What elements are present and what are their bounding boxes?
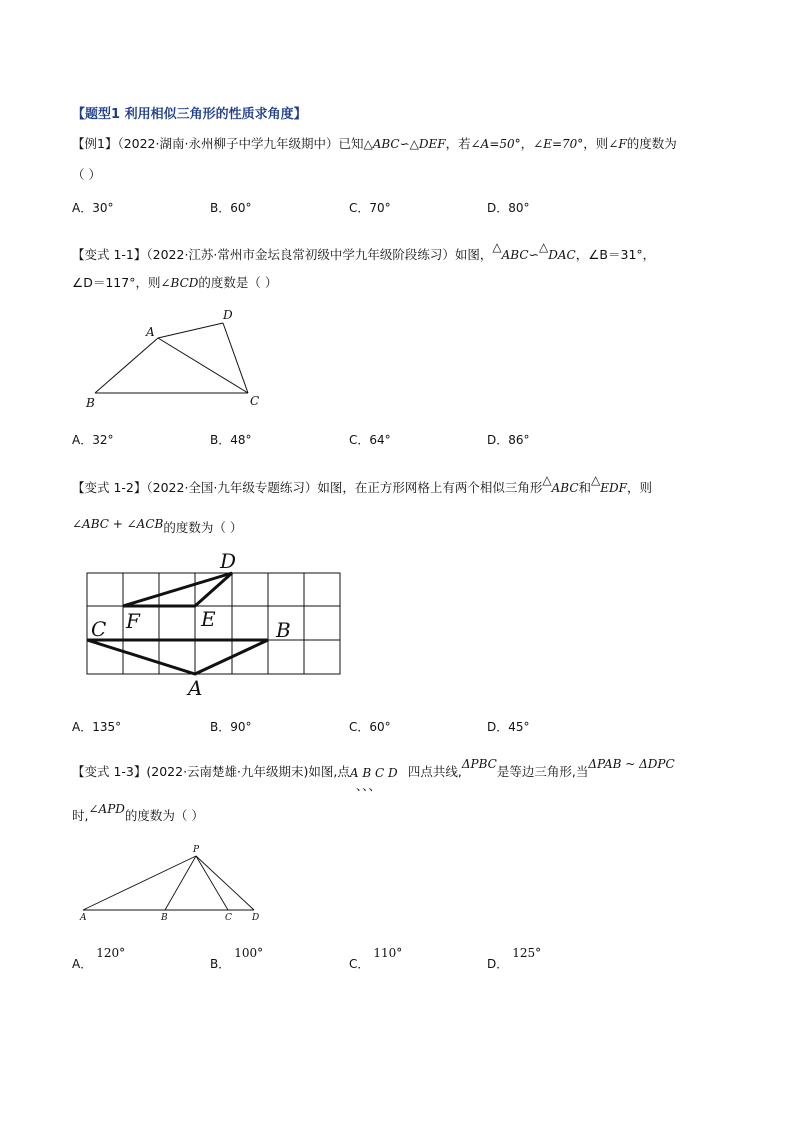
q4-text: 时,	[72, 808, 89, 823]
q2-prefix: 【变式 1-1】（2022·江苏·常州市金坛良常初级中学九年级阶段练习）如图，	[72, 247, 493, 262]
triangle-icon: △	[539, 240, 549, 254]
q3-option-d: D．45°	[487, 720, 530, 734]
q1-angle-a: ∠A=50°	[470, 137, 521, 151]
q1-text: ，	[520, 136, 534, 151]
q4-text: 的度数为（ ）	[124, 808, 204, 823]
label-f: F	[126, 609, 140, 633]
triangle-edf	[123, 573, 232, 606]
q3-option-a: A．135°	[72, 720, 122, 734]
label-b: B	[86, 396, 95, 410]
segment-dc	[223, 323, 248, 393]
q1-text: ，则	[583, 136, 609, 151]
q4-sim: ΔPAB ~ ΔDPC	[588, 757, 675, 771]
q1-line1	[72, 134, 677, 152]
q2-option-b: B．48°	[210, 433, 252, 447]
q2-tri2: DAC	[548, 248, 576, 262]
q4-text: 四点共线,	[407, 764, 462, 779]
segment-ad	[158, 323, 223, 338]
q4-option-b: B．100°	[210, 946, 264, 971]
label-b: B	[161, 913, 168, 923]
q2-option-c: C．64°	[349, 433, 391, 447]
label-a: A	[188, 676, 203, 700]
q1-similarity: △ABC∽△DEF	[363, 137, 446, 151]
q1-text: ，若	[445, 136, 471, 151]
q1-option-b: B．60°	[210, 201, 252, 215]
q3-option-c: C．60°	[349, 720, 391, 734]
segment-pd	[196, 856, 254, 910]
q4-tri: ΔPBC	[461, 757, 497, 771]
q2-line2	[72, 273, 277, 291]
label-b: B	[276, 618, 291, 642]
q2-tri1: ABC	[501, 248, 529, 262]
label-c: C	[250, 394, 260, 408]
q4-prefix: 【变式 1-3】(2022·云南楚雄·九年级期末)如图,点	[72, 764, 350, 779]
q1-angle-e: ∠E=70°	[533, 137, 584, 151]
segment-ba	[95, 338, 158, 393]
q3-line2	[72, 518, 242, 536]
label-a: A	[146, 325, 155, 339]
q3-text: ，则	[627, 480, 653, 495]
section-title: 【题型1 利用相似三角形的性质求角度】	[72, 107, 307, 122]
q2-angle-bcd: ∠BCD	[160, 276, 199, 290]
q3-and: 和	[578, 480, 592, 495]
q2-option-d: D．86°	[487, 433, 530, 447]
q4-line2	[72, 802, 204, 824]
q2-angle-d: ∠D＝117°	[72, 275, 136, 290]
q4-option-d: D．125°	[487, 946, 542, 971]
q1-text: 的度数为	[626, 136, 677, 151]
q2-angle-b: ，∠B＝31°，	[575, 247, 656, 262]
q4-line1: 【变式 1-3】(2022·云南楚雄·九年级期末)如图,点 A B C D 、、、 四点共线,ΔPBC是等边三角形,当ΔPAB ~ ΔDPC	[72, 757, 675, 793]
q1-answer-bracket: （ ）	[72, 167, 101, 182]
label-d: D	[223, 308, 233, 322]
q2-line1	[72, 240, 656, 263]
q1-option-a: A．30°	[72, 201, 114, 215]
q2-text: ，则	[135, 275, 161, 290]
q3-text: 的度数为（ ）	[163, 520, 243, 535]
label-p: P	[193, 845, 200, 855]
label-c: C	[225, 913, 232, 923]
q2-sim: ∽	[528, 247, 540, 262]
label-d: D	[220, 550, 237, 573]
q1-angle-f: ∠F	[608, 137, 627, 151]
q3-figure	[80, 550, 350, 700]
q1-option-c: C．70°	[349, 201, 391, 215]
label-d: D	[252, 913, 260, 923]
label-e: E	[201, 607, 216, 631]
label-c: C	[91, 617, 107, 641]
q3-prefix: 【变式 1-2】（2022·全国·九年级专题练习）如图，在正方形网格上有两个相似三角形	[72, 480, 543, 495]
q2-option-a: A．32°	[72, 433, 114, 447]
triangle-abc	[87, 640, 268, 674]
q2-text: 的度数是（ ）	[198, 275, 278, 290]
q3-tri2: EDF	[600, 481, 627, 495]
segment-pb	[165, 856, 196, 910]
q4-text: 是等边三角形,当	[496, 764, 589, 779]
segment-pa	[83, 856, 196, 910]
q1-prefix: 【例1】（2022·湖南·永州柳子中学九年级期中）已知	[72, 136, 364, 151]
segment-pc	[196, 856, 228, 910]
q3-option-b: B．90°	[210, 720, 252, 734]
q4-angle-apd: ∠APD	[88, 802, 125, 816]
segment-ac	[158, 338, 248, 393]
q3-angle-sum: ∠ABC + ∠ACB	[72, 517, 164, 531]
q3-tri1: ABC	[551, 481, 579, 495]
label-a: A	[80, 913, 87, 923]
q1-option-d: D．80°	[487, 201, 530, 215]
triangle-icon: △	[542, 473, 552, 487]
q4-option-c: C．110°	[349, 946, 403, 971]
triangle-icon: △	[591, 473, 601, 487]
q4-figure	[74, 840, 274, 925]
triangle-icon: △	[492, 240, 502, 254]
q3-line1	[72, 473, 653, 496]
q4-option-a: A．120°	[72, 946, 126, 971]
q2-figure	[80, 305, 280, 415]
